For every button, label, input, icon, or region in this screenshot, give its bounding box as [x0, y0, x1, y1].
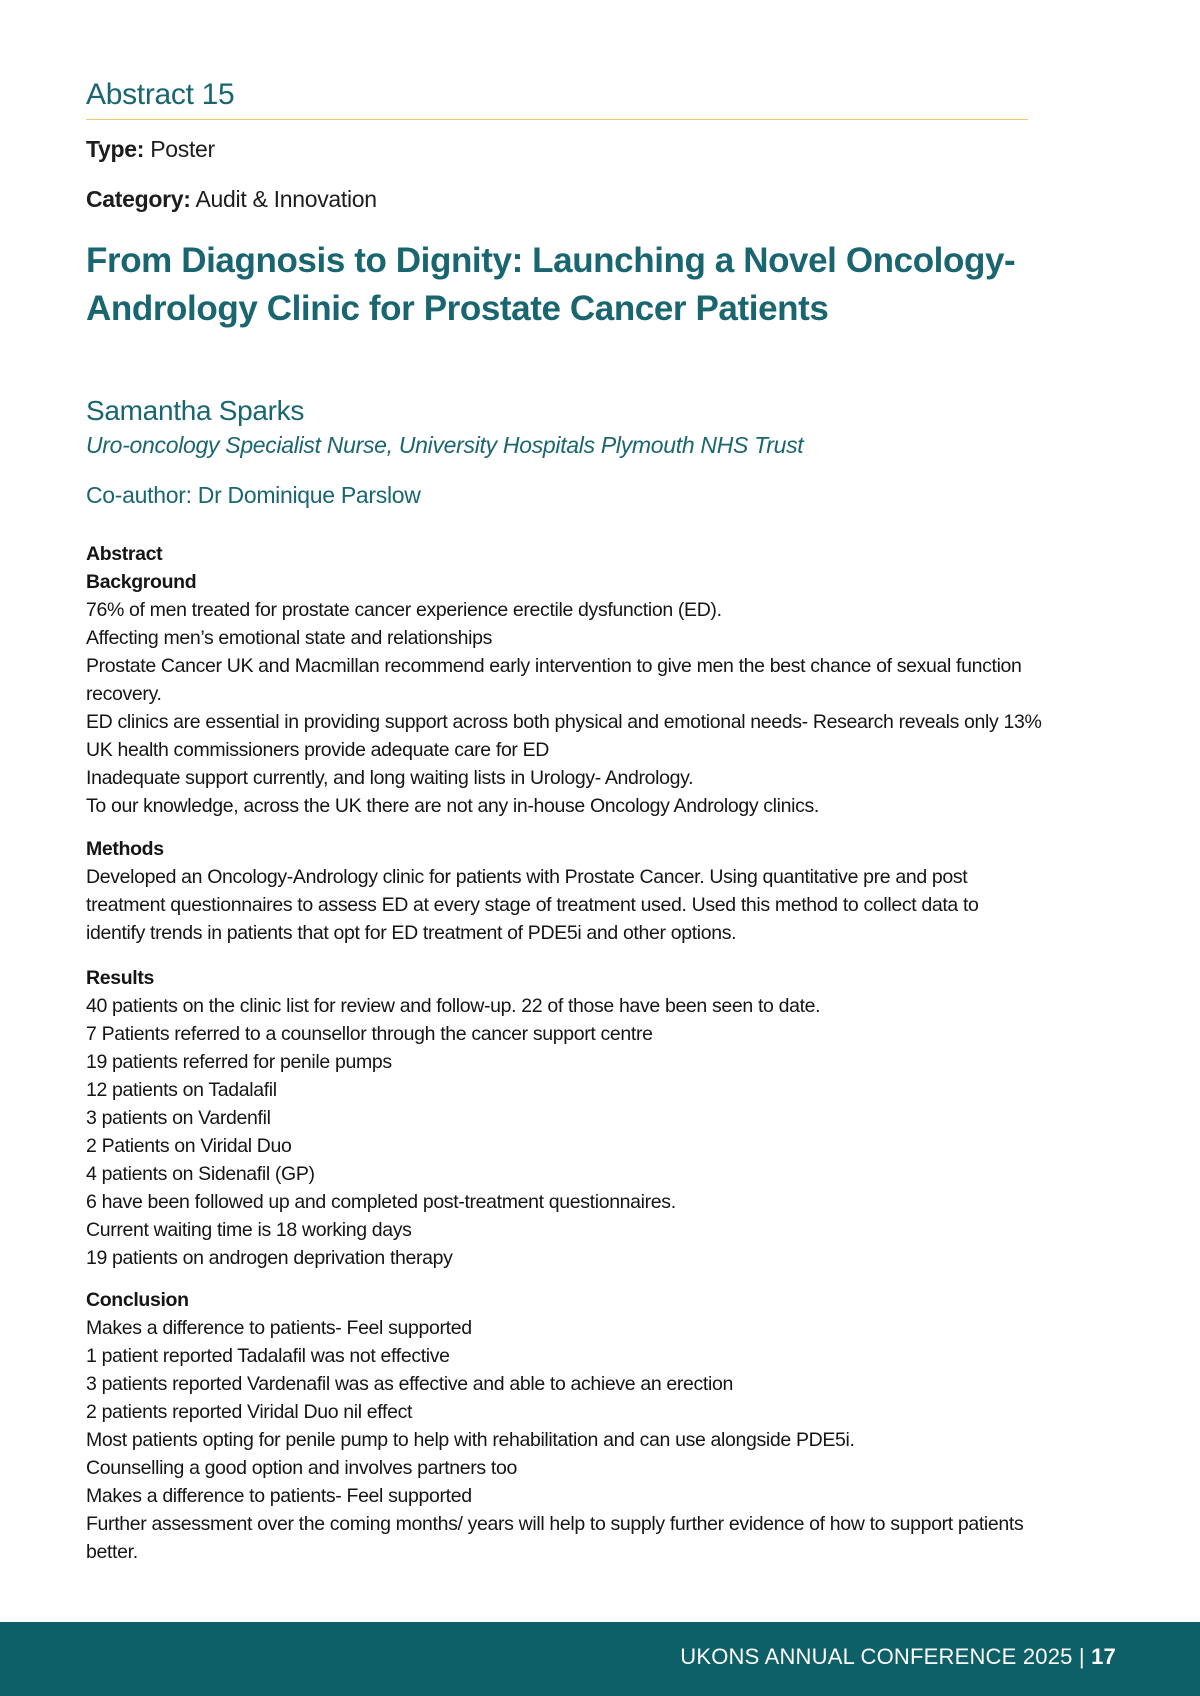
methods-section — [86, 835, 1046, 947]
background-line: Affecting men’s emotional state and relationships — [86, 627, 492, 649]
methods-line: identify trends in patients that opt for ED treatment of PDE5i and other options. — [86, 922, 737, 944]
page-number: 17 — [1091, 1644, 1116, 1669]
background-section — [86, 540, 1046, 820]
conclusion-line: better. — [86, 1541, 138, 1563]
footer-separator: | — [1078, 1644, 1085, 1669]
methods-heading: Methods — [86, 838, 164, 860]
results-line: 19 patients on androgen deprivation therapy — [86, 1247, 453, 1269]
conclusion-line: 3 patients reported Vardenafil was as effective and able to achieve an erection — [86, 1373, 733, 1395]
conclusion-section — [86, 1286, 1046, 1566]
category-line — [86, 186, 377, 213]
title-line-2: Andrology Clinic for Prostate Cancer Patients — [86, 289, 829, 328]
conclusion-line: 2 patients reported Viridal Duo nil effect — [86, 1401, 413, 1423]
background-line: Prostate Cancer UK and Macmillan recommend early intervention to give men the best chance of sexual function — [86, 655, 1022, 677]
category-label: Category: — [86, 186, 191, 212]
results-heading: Results — [86, 967, 154, 989]
conclusion-line: Counselling a good option and involves partners too — [86, 1457, 517, 1479]
background-line: Inadequate support currently, and long waiting lists in Urology- Andrology. — [86, 767, 694, 789]
results-line: 19 patients referred for penile pumps — [86, 1051, 392, 1073]
author-name: Samantha Sparks — [86, 395, 305, 426]
author-role: Uro-oncology Specialist Nurse, University Hospitals Plymouth NHS Trust — [86, 432, 804, 458]
results-line: 3 patients on Vardenfil — [86, 1107, 271, 1129]
footer-bar — [0, 1622, 1200, 1696]
results-line: 2 Patients on Viridal Duo — [86, 1135, 292, 1157]
background-heading: Background — [86, 571, 197, 593]
conclusion-line: Further assessment over the coming months/ years will help to supply further evidence of how to support patients — [86, 1513, 1024, 1535]
abstract-number: Abstract 15 — [86, 78, 235, 111]
type-line — [86, 136, 215, 163]
conclusion-line: Most patients opting for penile pump to help with rehabilitation and can use alongside PDE5i. — [86, 1429, 855, 1451]
results-line: 7 Patients referred to a counsellor through the cancer support centre — [86, 1023, 653, 1045]
type-value: Poster — [150, 136, 215, 162]
background-line: To our knowledge, across the UK there are not any in-house Oncology Andrology clinics. — [86, 795, 819, 817]
background-line: UK health commissioners provide adequate care for ED — [86, 739, 550, 761]
methods-line: treatment questionnaires to assess ED at every stage of treatment used. Used this method to collect data to — [86, 894, 979, 916]
results-line: 4 patients on Sidenafil (GP) — [86, 1163, 315, 1185]
results-line: 40 patients on the clinic list for review and follow-up. 22 of those have been seen to date. — [86, 995, 821, 1017]
abstract-title — [86, 237, 1028, 333]
conclusion-line: Makes a difference to patients- Feel supported — [86, 1317, 472, 1339]
conclusion-line: Makes a difference to patients- Feel supported — [86, 1485, 472, 1507]
background-line: ED clinics are essential in providing support across both physical and emotional needs- Research reveals only 13% — [86, 711, 1042, 733]
title-line-1: From Diagnosis to Dignity: Launching a Novel Oncology- — [86, 241, 1016, 280]
methods-line: Developed an Oncology-Andrology clinic for patients with Prostate Cancer. Using quantitative pre and post — [86, 866, 968, 888]
results-line: 6 have been followed up and completed post-treatment questionnaires. — [86, 1191, 676, 1213]
results-section — [86, 964, 1046, 1272]
results-line: Current waiting time is 18 working days — [86, 1219, 412, 1241]
coauthor: Co-author: Dr Dominique Parslow — [86, 482, 421, 508]
header-divider — [86, 119, 1028, 120]
category-value: Audit & Innovation — [195, 186, 377, 212]
conclusion-heading: Conclusion — [86, 1289, 189, 1311]
background-line: 76% of men treated for prostate cancer experience erectile dysfunction (ED). — [86, 599, 722, 621]
footer-text — [680, 1644, 1116, 1670]
conference-name: UKONS ANNUAL CONFERENCE 2025 — [680, 1644, 1073, 1669]
background-line: recovery. — [86, 683, 162, 705]
conclusion-line: 1 patient reported Tadalafil was not effective — [86, 1345, 450, 1367]
results-line: 12 patients on Tadalafil — [86, 1079, 277, 1101]
abstract-heading: Abstract — [86, 543, 163, 565]
type-label: Type: — [86, 136, 145, 162]
